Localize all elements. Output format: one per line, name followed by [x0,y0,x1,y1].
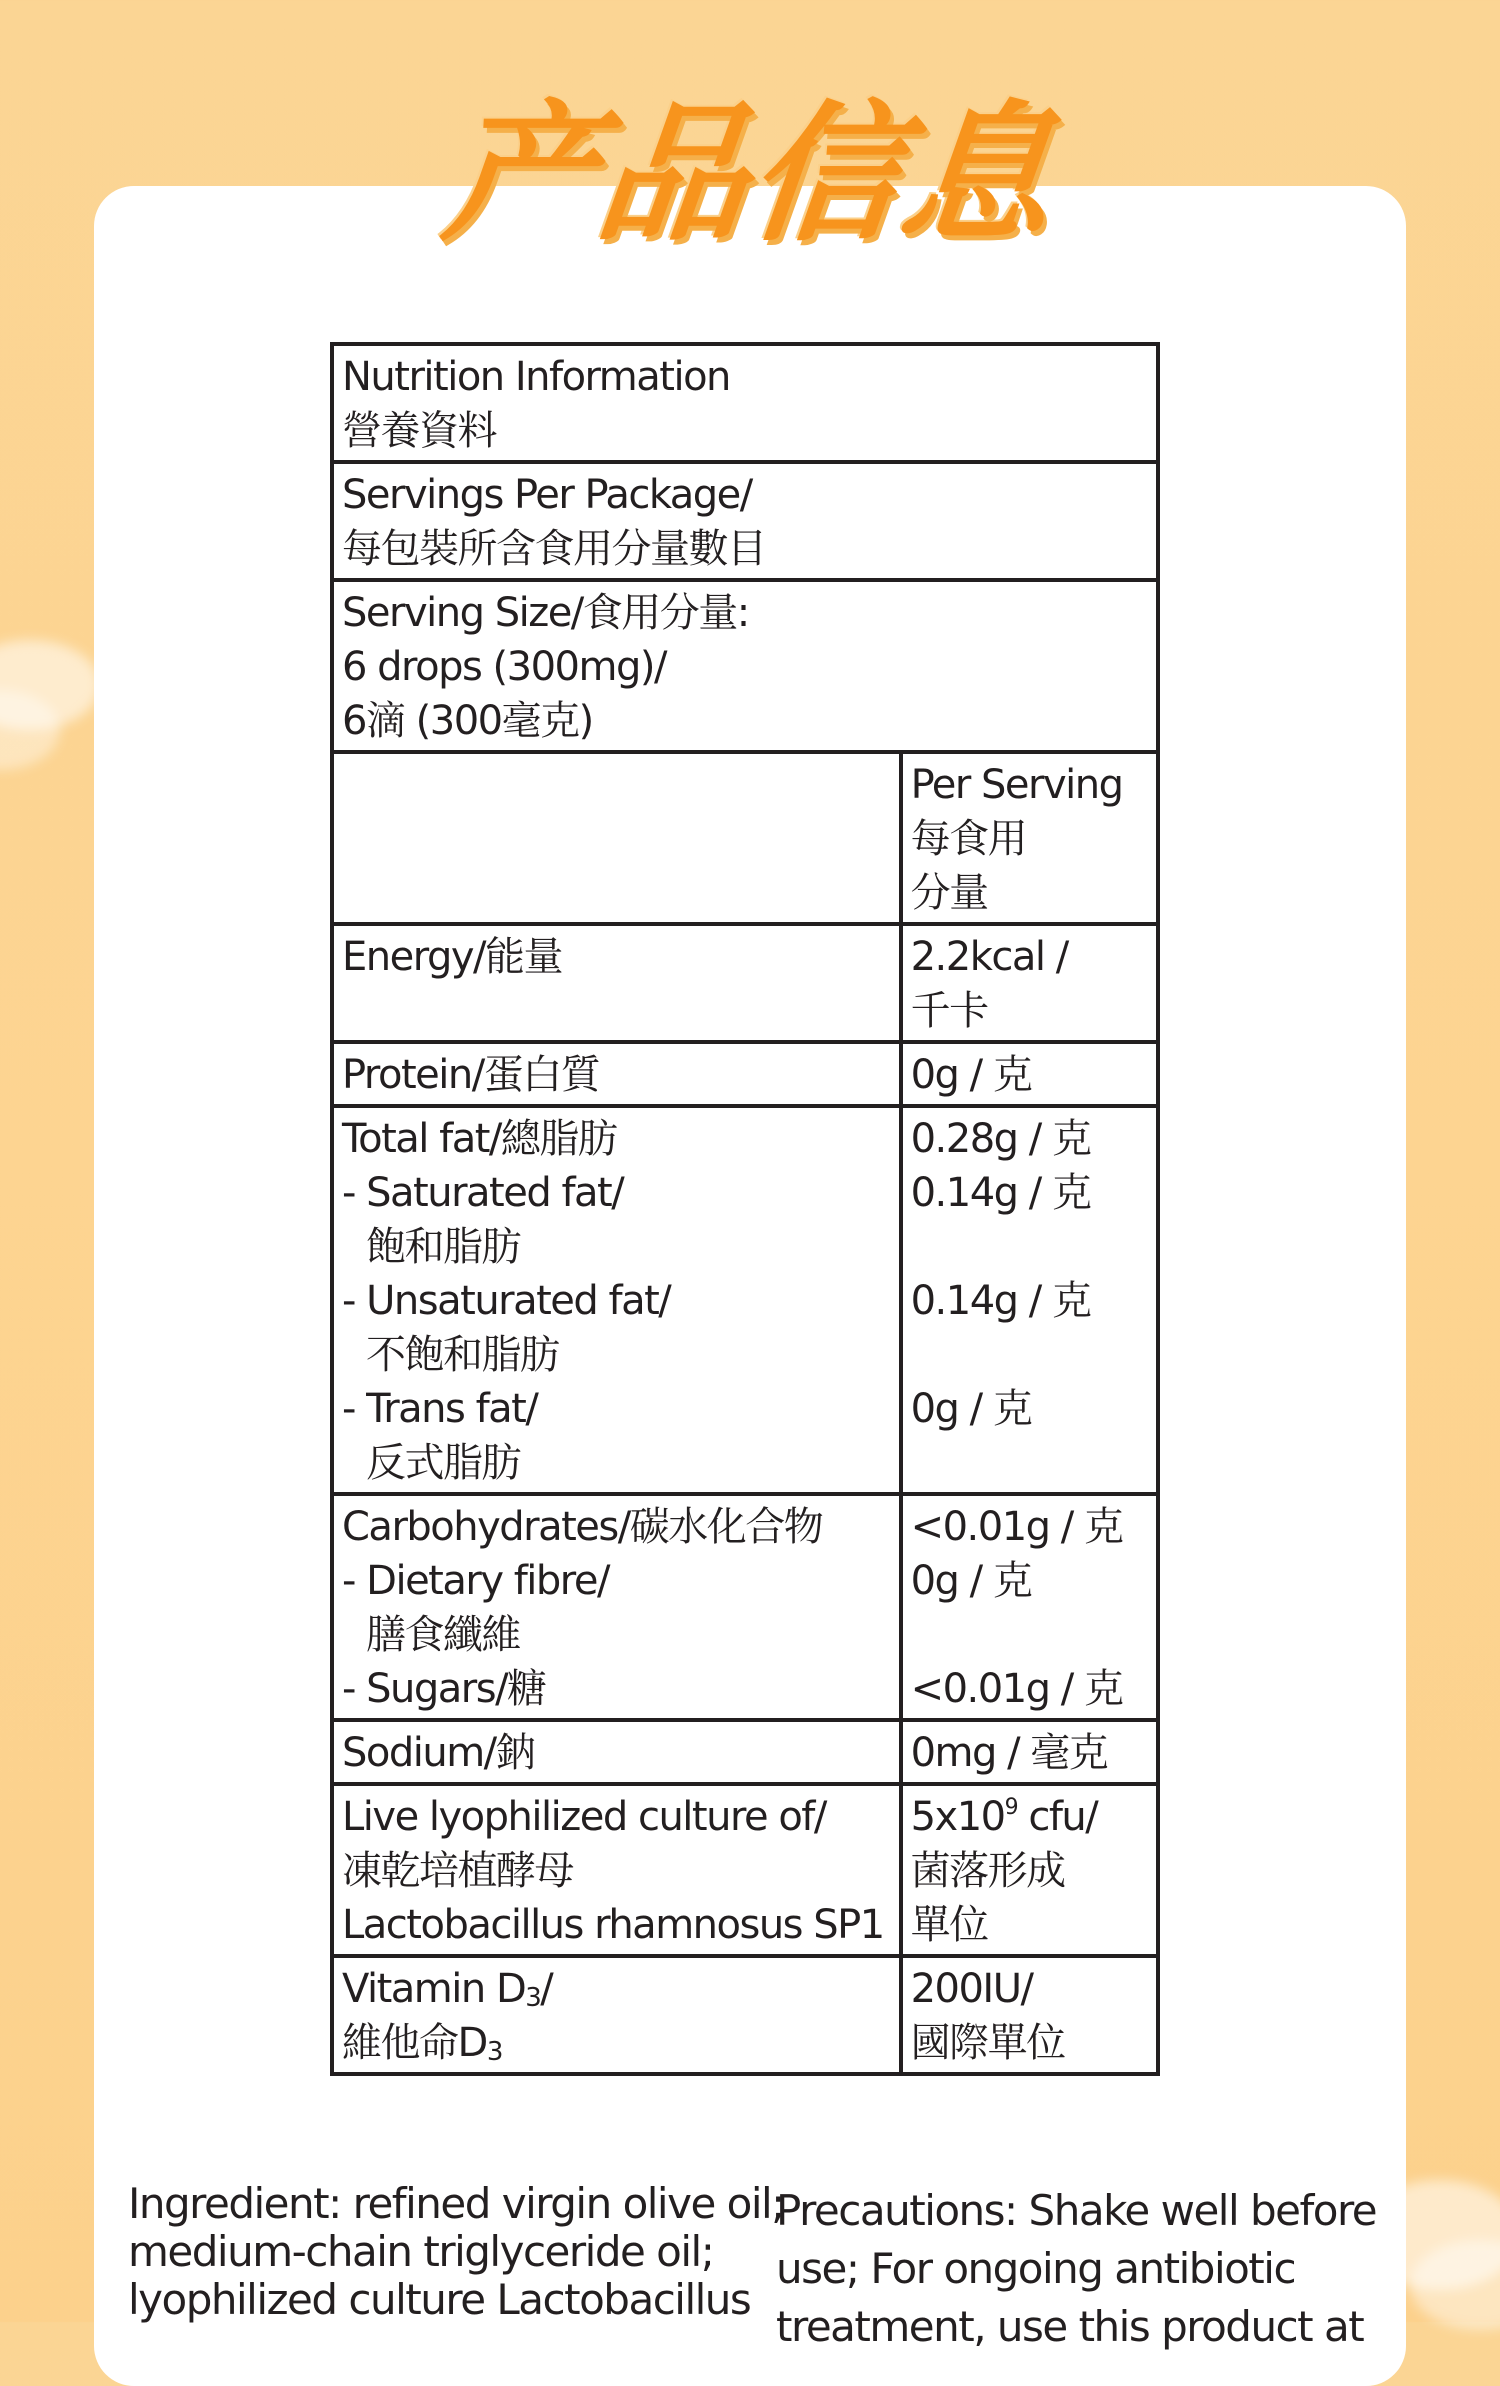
saturated-fat-label-en: - Saturated fat/ [342,1170,624,1216]
ingredient-line: medium-chain triglyceride oil; [128,2227,714,2276]
nutrition-table [330,342,1160,2076]
energy-value-zh: 千卡 [910,988,988,1034]
total-fat-value: 0.28g / 克 [910,1116,1091,1162]
precautions-line: treatment, use this product at [776,2302,1364,2351]
table-row [332,924,1158,1042]
table-row [332,1956,1158,2074]
servings-label-en: Servings Per Package/ [342,472,752,518]
serving-size-zh: 6滴 (300毫克) [342,698,593,744]
ingredient-line: lyophilized culture Lactobacillus [128,2275,751,2324]
culture-value-count [911,1790,1148,1844]
energy-value [901,924,1158,1042]
sugars-label: - Sugars/糖 [342,1666,546,1712]
servings-per-package [332,462,1158,580]
vitamin-label-en [342,1962,891,2016]
culture-label-zh: 凍乾培植酵母 [342,1848,573,1894]
vitamin-label [332,1956,901,2074]
total-fat-label: Total fat/總脂肪 [342,1116,617,1162]
culture-value [901,1784,1158,1956]
serving-size [332,580,1158,752]
culture-unit: cfu/ [1017,1794,1098,1840]
table-row [332,1106,1158,1494]
sodium-label [332,1720,901,1784]
trans-fat-label-zh: 反式脂肪 [366,1440,520,1486]
vitamin-en-sub: 3 [525,1983,541,2013]
energy-value-en: 2.2kcal / [910,934,1068,980]
culture-label [332,1784,901,1956]
vitamin-value-en: 200IU/ [910,1966,1033,2012]
sodium-value-text: 0mg / 毫克 [910,1730,1108,1776]
unsaturated-fat-label-en: - Unsaturated fat/ [342,1278,671,1324]
culture-unit-zh-2: 單位 [910,1902,988,1948]
carb-values [901,1494,1158,1720]
protein-value-text: 0g / 克 [910,1052,1032,1098]
page-title: 产品信息 [436,88,1064,262]
table-row [332,580,1158,752]
culture-unit-zh-1: 菌落形成 [910,1848,1065,1894]
vitamin-label-zh [342,2016,891,2070]
unsaturated-fat-value: 0.14g / 克 [910,1278,1091,1324]
fat-labels [332,1106,901,1494]
fat-values [901,1106,1158,1494]
saturated-fat-value: 0.14g / 克 [910,1170,1091,1216]
table-row [332,1494,1158,1720]
table-row [332,752,1158,924]
ingredient-line: Ingredient: refined virgin olive oil; [128,2179,784,2228]
precautions-line: Precautions: Shake well before [776,2186,1377,2235]
table-row [332,1720,1158,1784]
vitamin-en-text: Vitamin D [342,1966,526,2012]
trans-fat-label-en: - Trans fat/ [342,1386,538,1432]
unsaturated-fat-label-zh: 不飽和脂肪 [366,1332,559,1378]
sodium-value [901,1720,1158,1784]
culture-base: 5x10 [910,1794,1005,1840]
sugars-value: <0.01g / 克 [910,1666,1123,1712]
energy-label-text: Energy/能量 [342,934,563,980]
per-serving-zh-2: 分量 [910,870,988,916]
vitamin-value [901,1956,1158,2074]
protein-label [332,1042,901,1106]
protein-value [901,1042,1158,1106]
vitamin-value-zh: 國際單位 [910,2020,1065,2066]
table-row [332,462,1158,580]
culture-label-en: Live lyophilized culture of/ [342,1794,826,1840]
serving-size-en: 6 drops (300mg)/ [342,644,666,690]
per-serving-en: Per Serving [910,762,1123,808]
saturated-fat-label-zh: 飽和脂肪 [366,1224,520,1270]
table-row [332,1784,1158,1956]
fibre-label-en: - Dietary fibre/ [342,1558,609,1604]
trans-fat-value: 0g / 克 [910,1386,1032,1432]
fibre-label-zh: 膳食纖維 [366,1612,520,1658]
culture-strain: Lactobacillus rhamnosus SP1 [342,1902,884,1948]
vitamin-zh-text: 維他命D [342,2020,487,2066]
carbohydrates-label: Carbohydrates/碳水化合物 [342,1504,823,1550]
per-serving-header [901,752,1158,924]
table-row [332,1042,1158,1106]
nutrition-header [332,344,1158,462]
table-row [332,344,1158,462]
fibre-value: 0g / 克 [910,1558,1032,1604]
precautions-text [776,2182,1376,2356]
protein-label-text: Protein/蛋白質 [342,1052,600,1098]
empty-cell [332,752,901,924]
energy-label [332,924,901,1042]
serving-size-label: Serving Size/食用分量: [342,590,749,636]
culture-exponent: 9 [1004,1795,1018,1820]
per-serving-zh-1: 每食用 [910,816,1027,862]
vitamin-en-tail: / [540,1966,553,2012]
sodium-label-text: Sodium/鈉 [342,1730,535,1776]
vitamin-zh-sub: 3 [486,2037,502,2067]
carb-labels [332,1494,901,1720]
precautions-line: use; For ongoing antibiotic [776,2244,1296,2293]
carbohydrates-value: <0.01g / 克 [910,1504,1123,1550]
header-zh: 營養資料 [342,408,496,454]
servings-label-zh: 每包裝所含食用分量數目 [342,526,766,572]
header-en: Nutrition Information [342,354,730,400]
ingredient-text [128,2179,784,2324]
